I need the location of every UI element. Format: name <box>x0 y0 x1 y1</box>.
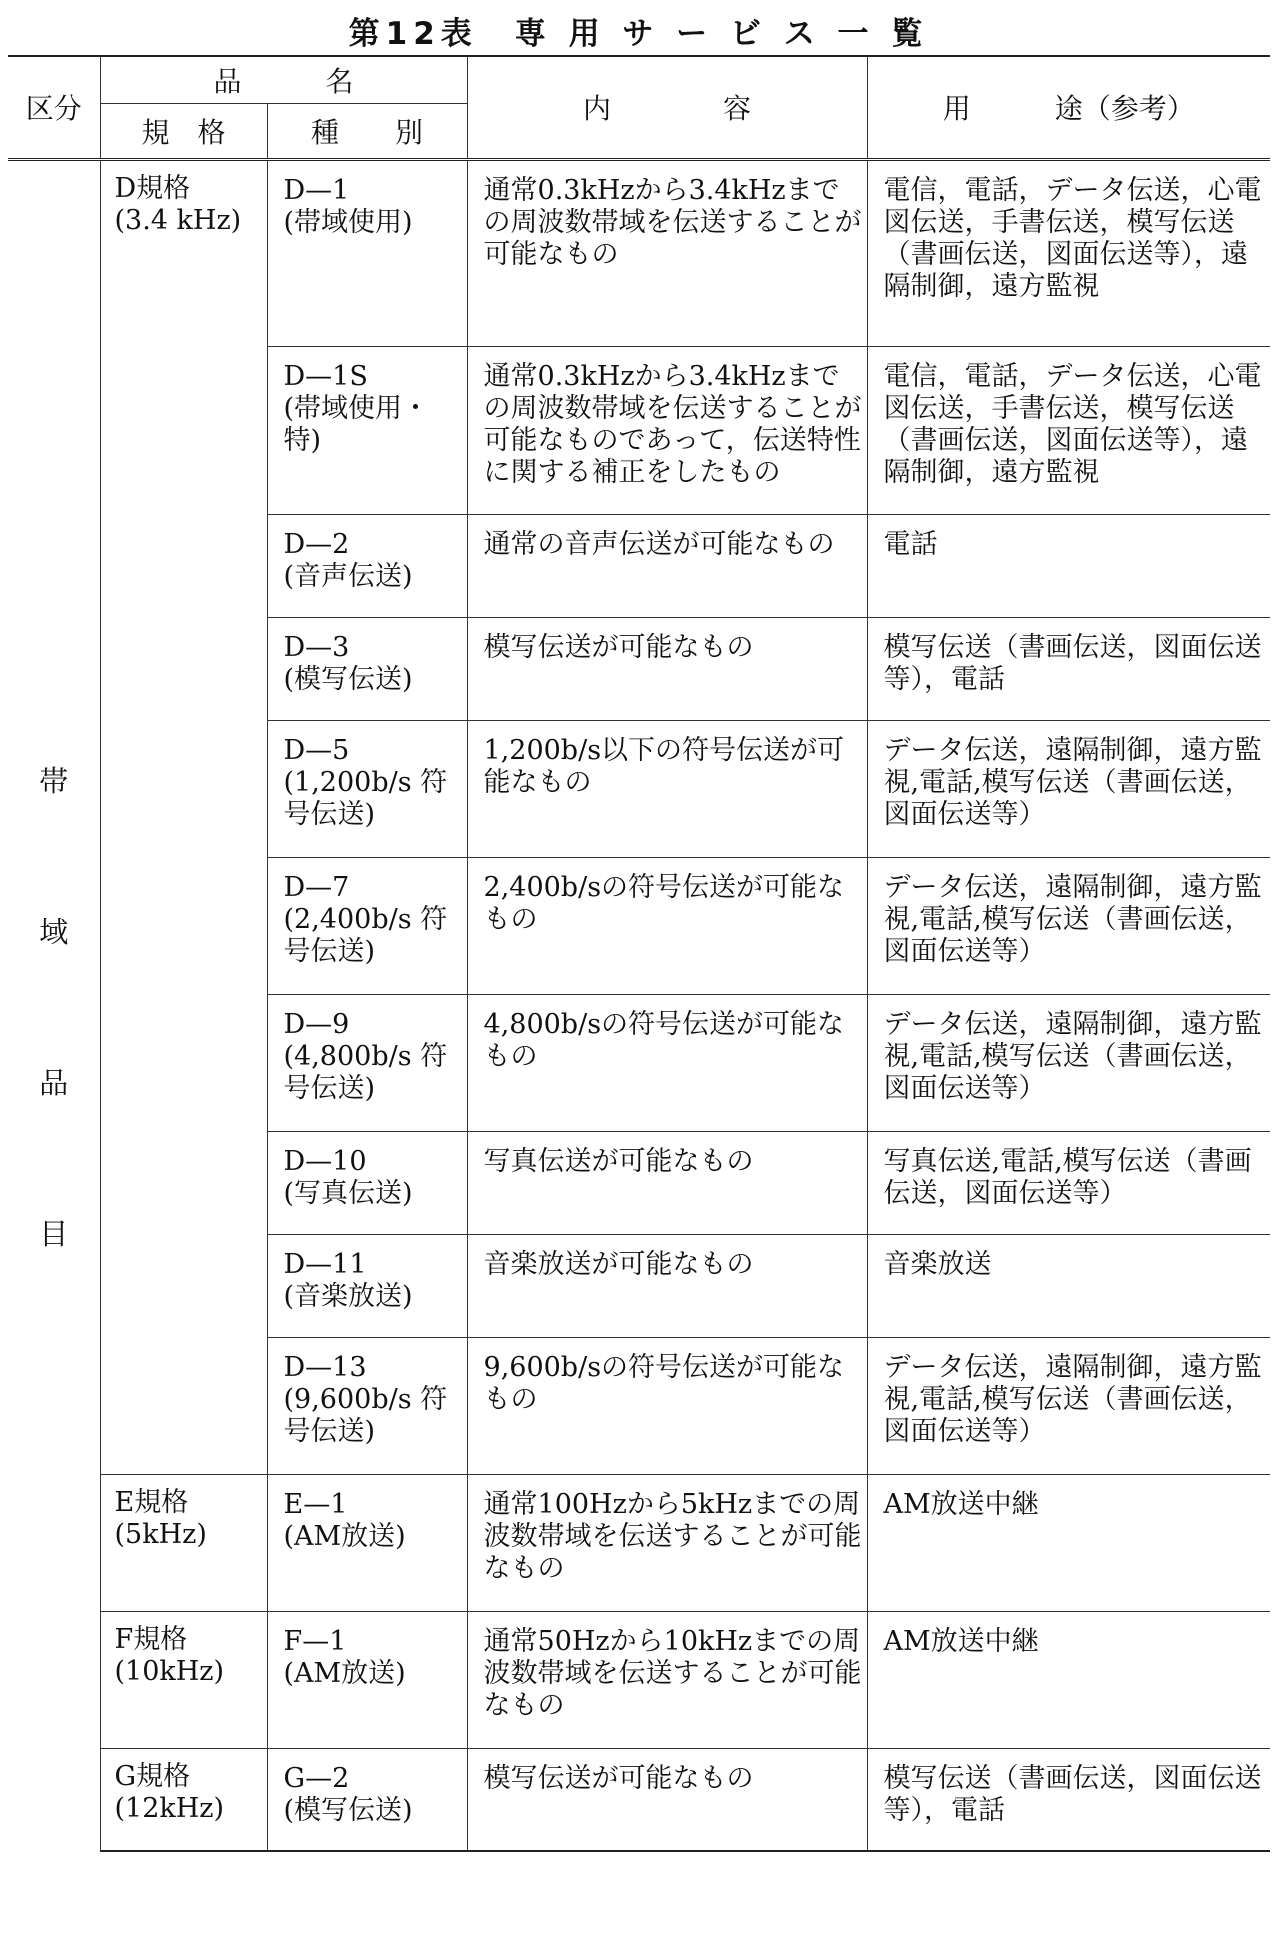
kind-cell <box>267 346 467 514</box>
kind-cell <box>267 1611 467 1748</box>
content-cell: 通常の音声伝送が可能なもの <box>467 514 867 617</box>
kind-cell <box>267 514 467 617</box>
kind-sub: (音声伝送) <box>283 560 413 592</box>
content-cell: 通常100Hzから5kHzまでの周波数帯域を伝送することが可能なもの <box>467 1474 867 1611</box>
header-standard: 規 格 <box>100 103 267 159</box>
content-cell: 4,800b/sの符号伝送が可能なもの <box>467 994 867 1131</box>
kind-sub: (模写伝送) <box>283 663 413 695</box>
kind-code: D—1S <box>283 360 368 392</box>
kind-code: D—13 <box>283 1351 367 1383</box>
kind-code: D—11 <box>283 1248 367 1280</box>
standard-name: G規格 <box>114 1760 191 1792</box>
kind-code: D—1 <box>283 174 350 206</box>
usage-cell: データ伝送，遠隔制御，遠方監視,電話,模写伝送（書画伝送，図面伝送等） <box>867 857 1270 994</box>
kind-code: F—1 <box>283 1625 347 1657</box>
kind-code: D—2 <box>283 528 350 560</box>
kind-code: D—10 <box>283 1145 367 1177</box>
kind-cell <box>267 1131 467 1234</box>
kind-sub: (AM放送) <box>283 1657 406 1689</box>
category-char: 域 <box>39 914 69 949</box>
category-char: 帯 <box>39 763 69 798</box>
kind-sub: (帯域使用) <box>283 206 413 238</box>
kind-sub: (2,400b/s 符号伝送) <box>283 903 448 967</box>
kind-code: D—7 <box>283 871 350 903</box>
content-cell: 模写伝送が可能なもの <box>467 617 867 720</box>
page-title: 第12表 専 用 サ ー ビ ス 一 覧 <box>348 16 929 52</box>
standard-cell <box>100 159 267 1474</box>
usage-cell: データ伝送，遠隔制御，遠方監視,電話,模写伝送（書画伝送，図面伝送等） <box>867 1337 1270 1474</box>
kind-cell <box>267 720 467 857</box>
standard-detail: (12kHz) <box>114 1792 225 1824</box>
kind-code: E—1 <box>283 1488 348 1520</box>
category-cell <box>8 159 100 1851</box>
content-cell: 音楽放送が可能なもの <box>467 1234 867 1337</box>
kind-code: D—5 <box>283 734 350 766</box>
standard-detail: (5kHz) <box>114 1518 207 1550</box>
standard-detail: (10kHz) <box>114 1655 225 1687</box>
kind-sub: (AM放送) <box>283 1520 406 1552</box>
usage-cell: 電話 <box>867 514 1270 617</box>
usage-cell: AM放送中継 <box>867 1474 1270 1611</box>
standard-cell <box>100 1474 267 1611</box>
kind-cell <box>267 1337 467 1474</box>
kind-cell <box>267 1474 467 1611</box>
kind-sub: (9,600b/s 符号伝送) <box>283 1383 448 1447</box>
kind-sub: (4,800b/s 符号伝送) <box>283 1040 448 1104</box>
header-category: 区分 <box>8 56 100 159</box>
content-cell: 2,400b/sの符号伝送が可能なもの <box>467 857 867 994</box>
standard-name: D規格 <box>114 172 191 204</box>
service-table <box>8 55 1270 1852</box>
usage-cell: データ伝送，遠隔制御，遠方監視,電話,模写伝送（書画伝送，図面伝送等） <box>867 720 1270 857</box>
kind-sub: (音楽放送) <box>283 1280 413 1312</box>
content-cell: 写真伝送が可能なもの <box>467 1131 867 1234</box>
standard-name: E規格 <box>114 1486 189 1518</box>
content-cell: 模写伝送が可能なもの <box>467 1748 867 1851</box>
kind-cell <box>267 1234 467 1337</box>
kind-sub: (帯域使用・特) <box>283 392 430 456</box>
content-cell: 通常50Hzから10kHzまでの周波数帯域を伝送することが可能なもの <box>467 1611 867 1748</box>
usage-cell: 写真伝送,電話,模写伝送（書画伝送，図面伝送等） <box>867 1131 1270 1234</box>
usage-cell: AM放送中継 <box>867 1611 1270 1748</box>
content-cell: 9,600b/sの符号伝送が可能なもの <box>467 1337 867 1474</box>
standard-detail: (3.4 kHz) <box>114 204 242 236</box>
usage-cell: 音楽放送 <box>867 1234 1270 1337</box>
kind-sub: (模写伝送) <box>283 1794 413 1826</box>
content-cell: 通常0.3kHzから3.4kHzまでの周波数帯域を伝送することが可能なものであって，伝送特性に関する補正をしたもの <box>467 346 867 514</box>
usage-cell: 電信，電話，データ伝送，心電図伝送，手書伝送，模写伝送（書画伝送，図面伝送等），遠隔制御，遠方監視 <box>867 159 1270 346</box>
kind-sub: (写真伝送) <box>283 1177 413 1209</box>
kind-cell <box>267 857 467 994</box>
kind-sub: (1,200b/s 符号伝送) <box>283 766 448 830</box>
content-cell: 1,200b/s以下の符号伝送が可能なもの <box>467 720 867 857</box>
header-usage: 用 途（参考） <box>867 56 1270 159</box>
kind-cell <box>267 1748 467 1851</box>
usage-cell: 模写伝送（書画伝送，図面伝送等），電話 <box>867 617 1270 720</box>
standard-name: F規格 <box>114 1623 188 1655</box>
kind-cell <box>267 159 467 346</box>
usage-cell: 模写伝送（書画伝送，図面伝送等），電話 <box>867 1748 1270 1851</box>
header-kind: 種 別 <box>267 103 467 159</box>
content-cell: 通常0.3kHzから3.4kHzまでの周波数帯域を伝送することが可能なもの <box>467 159 867 346</box>
usage-cell: 電信，電話，データ伝送，心電図伝送，手書伝送，模写伝送（書画伝送，図面伝送等），遠隔制御，遠方監視 <box>867 346 1270 514</box>
standard-cell <box>100 1611 267 1748</box>
category-char: 目 <box>39 1216 69 1251</box>
category-char: 品 <box>39 1065 69 1100</box>
header-content: 内 容 <box>467 56 867 159</box>
usage-cell: データ伝送，遠隔制御，遠方監視,電話,模写伝送（書画伝送，図面伝送等） <box>867 994 1270 1131</box>
kind-code: D—3 <box>283 631 350 663</box>
header-item-name: 品 名 <box>100 56 467 103</box>
kind-cell <box>267 994 467 1131</box>
kind-code: G—2 <box>283 1762 350 1794</box>
kind-cell <box>267 617 467 720</box>
standard-cell <box>100 1748 267 1851</box>
kind-code: D—9 <box>283 1008 350 1040</box>
